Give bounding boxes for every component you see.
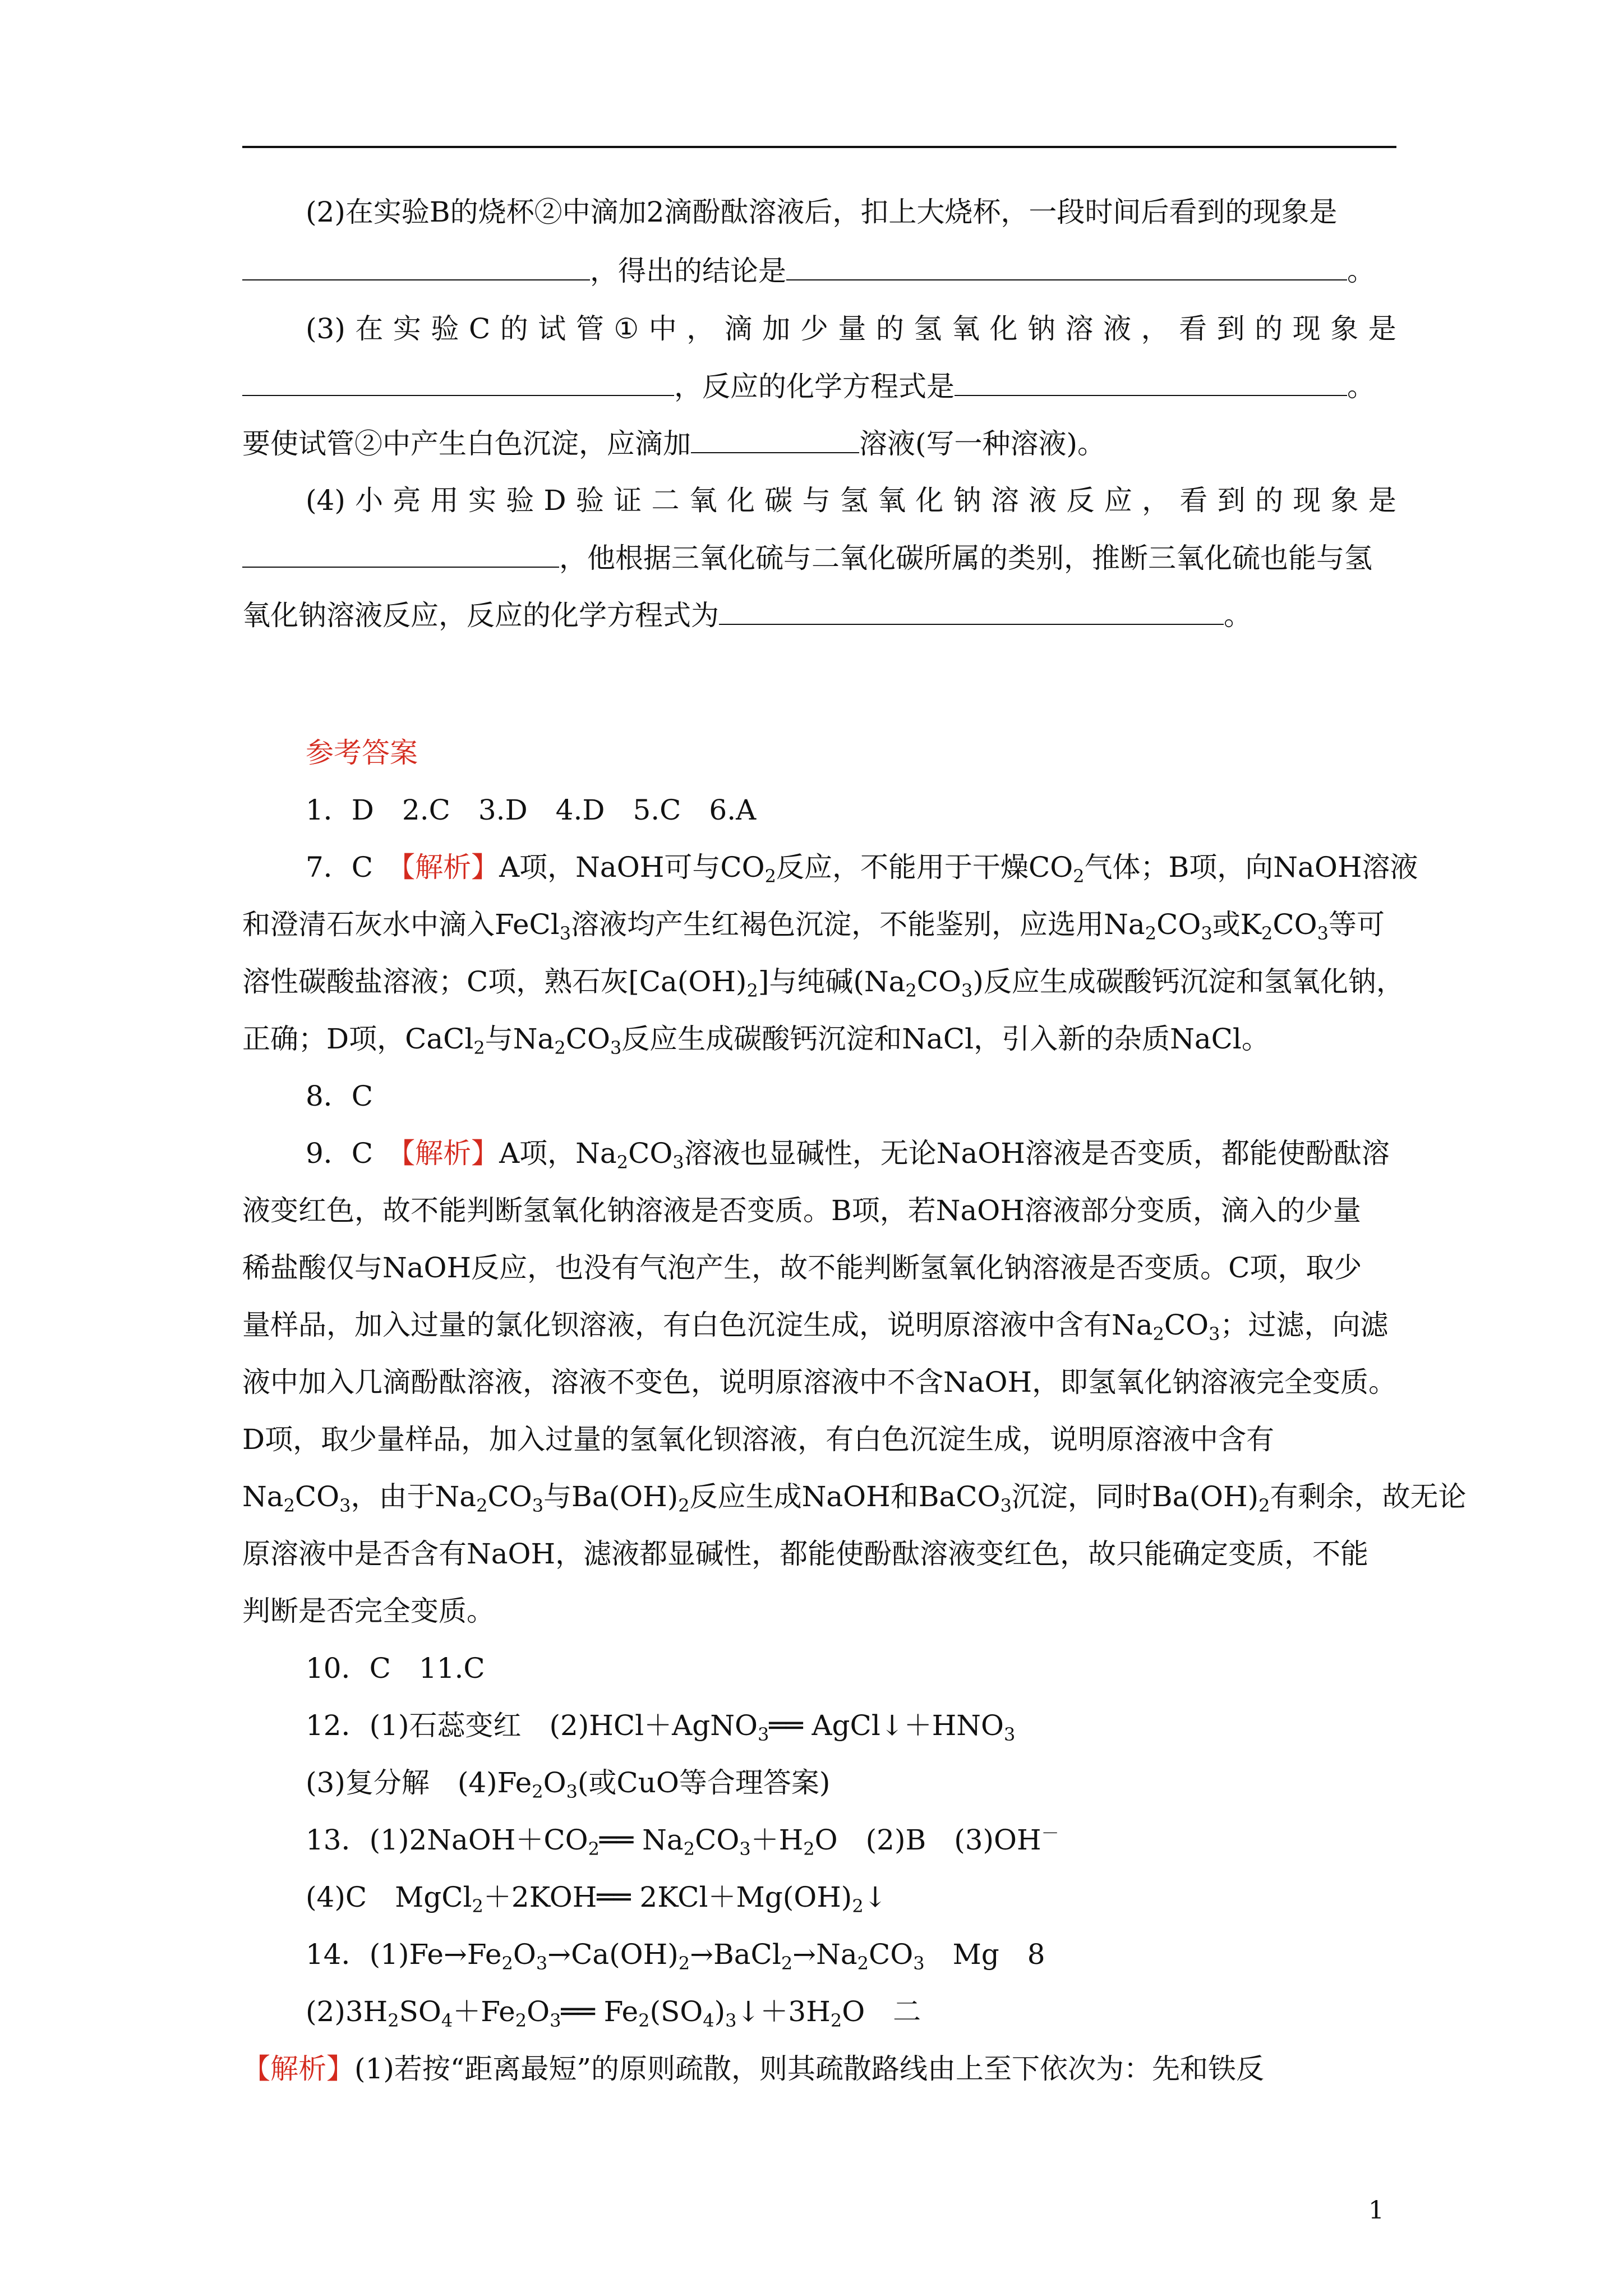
answer-14-line-2: $(2)3H_2SO_4+Fe_2O_3══$ $Fe_2(SO_4)_3↓+3H_2O$ 二 — [306, 1995, 921, 2031]
answer-blank[interactable] — [955, 369, 1347, 396]
q3-line-1: (3) 在 实 验 C 的 试 管 ① 中 ， 滴 加 少 量 的 氢 氧 化 钠 溶 液 ， 看 到 的 现 象 是 — [306, 312, 1396, 345]
answer-blank[interactable] — [242, 541, 559, 568]
answer-13-line-2: (4)C MgCl$_2$＋2KOH══ $2KCl+Mg(OH)_2↓$ — [306, 1881, 887, 1917]
answer-12-line-2: (3)复分解 $(4)Fe_2O_3$(或CuO等合理答案) — [306, 1766, 831, 1802]
answer-9-line-9: 判断是否完全变质。 — [242, 1595, 495, 1627]
answer-blank[interactable] — [242, 369, 674, 396]
answer-9-line-4: 量样品，加入过量的氯化钡溶液，有白色沉淀生成，说明原溶液中含有$Na_2CO_3$；过滤，向滤 — [242, 1309, 1389, 1345]
answer-7-line-2: 和澄清石灰水中滴入FeCl$_3$溶液均产生红褐色沉淀，不能鉴别，应选用$Na_2CO_3$或$K_2CO_3$等可 — [242, 908, 1385, 944]
answer-9-line-1: 9．C 【解析】A项，$Na_2CO_3$溶液也显碱性，无论NaOH溶液是否变质，都能使酚酞溶 — [306, 1137, 1390, 1173]
answer-9-line-7: $Na_2CO_3$，由于$Na_2CO_3$与$Ba(OH)_2$反应生成NaOH和BaCO$_3$沉淀，同时$Ba(OH)_2$有剩余，故无论 — [242, 1480, 1467, 1516]
answer-7-line-4: 正确；D项，CaCl$_2$与$Na_2CO_3$反应生成碳酸钙沉淀和NaCl，引入新的杂质NaCl。 — [242, 1023, 1270, 1059]
answer-14-line-1: 14．$(1)Fe\to Fe_2O_3\to Ca(OH)_2\to BaCl_2\to Na_2CO_3$ Mg 8 — [306, 1938, 1045, 1974]
answer-1-6: 1．D 2.C 3.D 4.D 5.C 6.A — [306, 794, 757, 826]
answer-blank[interactable] — [786, 254, 1347, 280]
analysis-tag: 【解析】 — [242, 2053, 354, 2085]
answer-9-line-3: 稀盐酸仅与NaOH反应，也没有气泡产生，故不能判断氢氧化钠溶液是否变质。C项，取少 — [242, 1251, 1362, 1284]
answer-7-line-1: 7．C 【解析】A项，NaOH可与$CO_2$反应，不能用于干燥$CO_2$气体；B项，向NaOH溶液 — [306, 851, 1418, 887]
q3-line-2: ，反应的化学方程式是 。 — [242, 369, 1375, 403]
page-number: 1 — [1368, 2196, 1384, 2225]
answer-9-line-5: 液中加入几滴酚酞溶液，溶液不变色，说明原溶液中不含NaOH，即氢氧化钠溶液完全变质。 — [242, 1366, 1397, 1398]
answer-13-line-1: 13．$(1)2NaOH+CO_2══$ $Na_2CO_3+H_2O$ (2)B (3)OH－ — [306, 1823, 1059, 1860]
q4-line-1: (4) 小 亮 用 实 验 D 验 证 二 氧 化 碳 与 氢 氧 化 钠 溶 液 反 应 ， 看 到 的 现 象 是 — [306, 484, 1396, 517]
header-rule — [242, 146, 1396, 148]
answer-9-line-8: 原溶液中是否含有NaOH，滤液都显碱性，都能使酚酞溶液变红色，故只能确定变质，不能 — [242, 1538, 1369, 1570]
answers-heading: 参考答案 — [306, 737, 418, 769]
answer-7-line-3: 溶性碳酸盐溶液；C项，熟石灰$[Ca(OH)_2]$与纯碱$(Na_2CO_3)$反应生成碳酸钙沉淀和氢氧化钠， — [242, 965, 1404, 1001]
q4-line-2: ，他根据三氧化硫与二氧化碳所属的类别，推断三氧化硫也能与氢 — [242, 541, 1372, 575]
answer-14-line-3: 【解析】(1)若按“距离最短”的原则疏散，则其疏散路线由上至下依次为：先和铁反 — [242, 2053, 1264, 2085]
answer-9-line-6: D项，取少量样品，加入过量的氢氧化钡溶液，有白色沉淀生成，说明原溶液中含有 — [242, 1423, 1275, 1456]
answer-10-11: 10．C 11.C — [306, 1652, 485, 1685]
answer-blank[interactable] — [242, 254, 590, 280]
answer-blank[interactable] — [719, 598, 1224, 625]
answer-12-line-1: 12．(1)石蕊变红 (2)HCl＋AgNO$_3$══ $AgCl↓+HNO_3$ — [306, 1709, 1016, 1745]
answer-blank[interactable] — [691, 426, 859, 453]
analysis-tag: 【解析】 — [401, 1137, 500, 1170]
q3-line-3: 要使试管②中产生白色沉淀，应滴加 溶液(写一种溶液)。 — [242, 427, 1106, 460]
q2-line-1: (2)在实验B的烧杯②中滴加2滴酚酞溶液后，扣上大烧杯，一段时间后看到的现象是 — [306, 196, 1338, 228]
answer-9-line-2: 液变红色，故不能判断氢氧化钠溶液是否变质。B项，若NaOH溶液部分变质，滴入的少量 — [242, 1194, 1361, 1227]
analysis-tag: 【解析】 — [401, 851, 500, 884]
q2-line-2: ，得出的结论是 。 — [242, 254, 1375, 288]
answer-8: 8．C — [306, 1080, 374, 1112]
q4-line-3: 氧化钠溶液反应，反应的化学方程式为 。 — [242, 599, 1252, 632]
